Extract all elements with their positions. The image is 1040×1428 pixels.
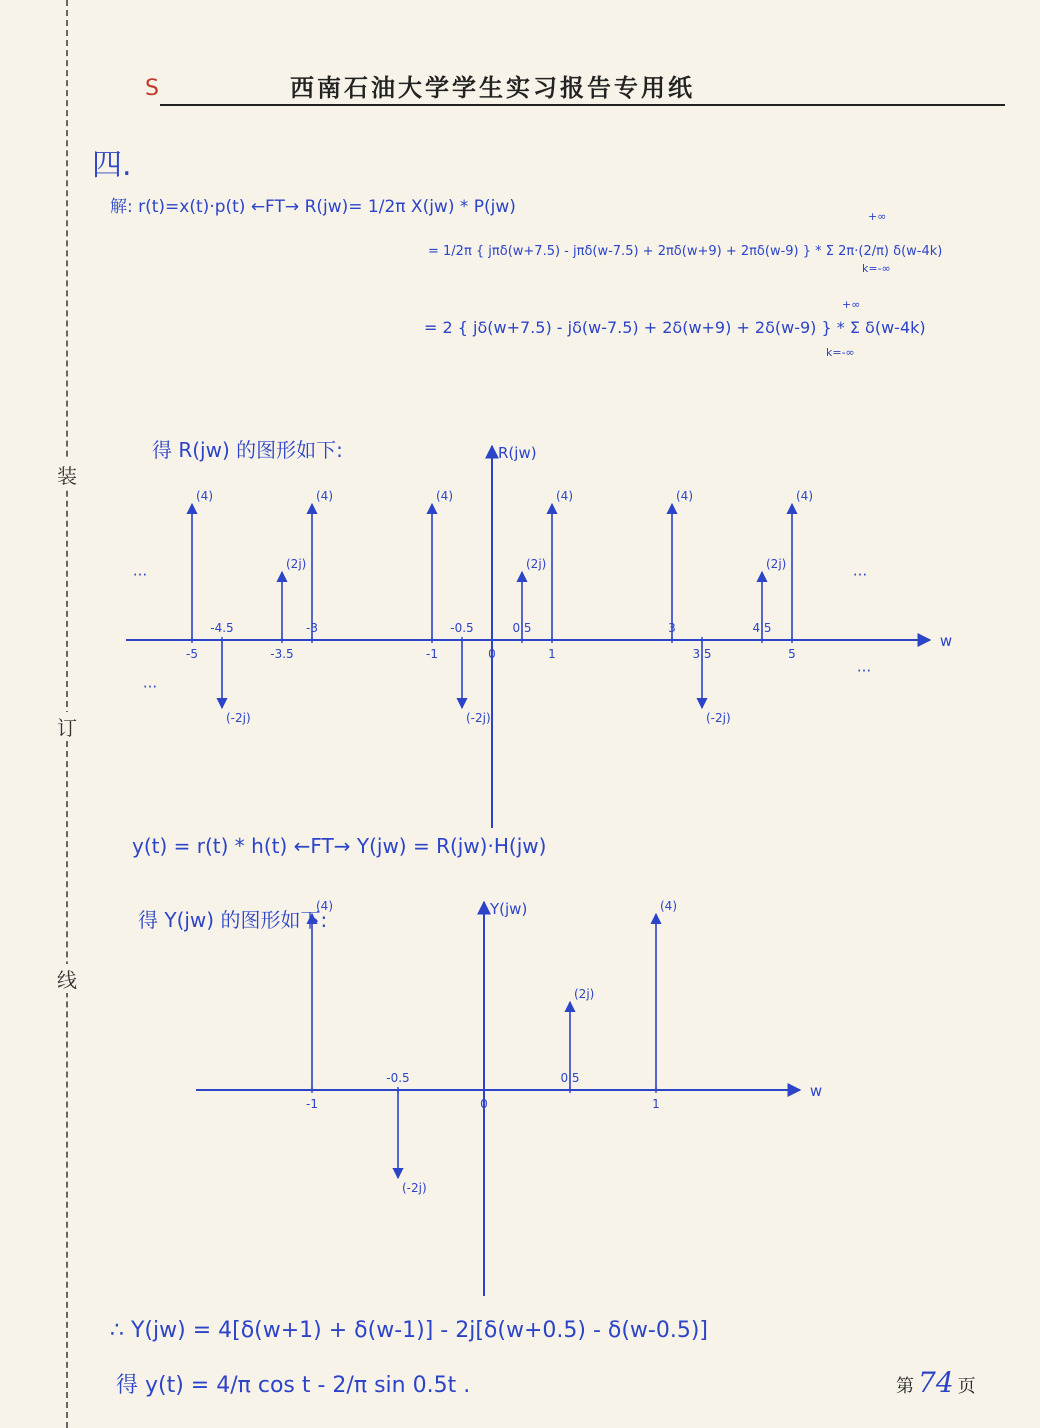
tick-label: 0.5 (560, 1071, 580, 1085)
result-line-2: 得 y(t) = 4/π cos t - 2/π sin 0.5t . (116, 1373, 471, 1398)
tick-label: 0 (480, 1097, 488, 1111)
graph1-caption: 得 R(jw) 的图形如下: (152, 438, 343, 462)
impulse-label: (-2j) (226, 711, 251, 725)
sum-lower-limit-1: k=-∞ (862, 262, 891, 275)
continuation-dots: ··· (856, 662, 872, 680)
result-line-1: ∴ Y(jw) = 4[δ(w+1) + δ(w-1)] - 2j[δ(w+0.5) - δ(w-0.5)] (110, 1318, 709, 1343)
tick-label: 3.5 (692, 647, 712, 661)
impulse-label: (-2j) (402, 1181, 427, 1195)
margin-label-zhuang: 装 (54, 460, 80, 489)
impulse-label: (2j) (766, 557, 787, 571)
tick-label: -1 (306, 1097, 318, 1111)
tick-label: -0.5 (386, 1071, 410, 1085)
tick-label: 0 (488, 647, 496, 661)
sum-lower-limit-2: k=-∞ (826, 346, 855, 359)
tick-label: 1 (548, 647, 556, 661)
solution-line-1: 解: r(t)=x(t)·p(t) ←FT→ R(jw)= 1/2π X(jw) * P(jw) (110, 197, 516, 217)
tick-label: -0.5 (450, 621, 474, 635)
tick-label: 3 (668, 621, 676, 635)
y-axis-label: R(jw) (498, 444, 537, 462)
impulse-label: (-2j) (466, 711, 491, 725)
tick-label: -4.5 (210, 621, 234, 635)
impulse-label: (2j) (286, 557, 307, 571)
tick-label: 0.5 (512, 621, 532, 635)
impulse-label: (2j) (526, 557, 547, 571)
solution-line-2: = 1/2π { jπδ(w+7.5) - jπδ(w-7.5) + 2πδ(w+9) + 2πδ(w-9) } * Σ 2π·(2/π) δ(w-4k) (428, 244, 943, 259)
tick-label: 1 (652, 1097, 660, 1111)
impulse-label: (-2j) (706, 711, 731, 725)
impulse-label: (4) (556, 489, 573, 503)
y-axis-label: Y(jw) (490, 900, 528, 918)
footer-prefix: 第 (896, 1376, 914, 1397)
impulse-label: (4) (436, 489, 453, 503)
x-axis-label: w (809, 1082, 823, 1100)
impulse-label: (4) (316, 899, 333, 913)
graph2-caption: 得 Y(jw) 的图形如下: (138, 908, 328, 932)
impulse-label: (4) (196, 489, 213, 503)
impulse-label: (4) (796, 489, 813, 503)
tick-label: -5 (186, 647, 198, 661)
convolution-line: y(t) = r(t) * h(t) ←FT→ Y(jw) = R(jw)·H(jw) (132, 834, 547, 858)
tick-label: -3.5 (270, 647, 294, 661)
tick-label: -3 (306, 621, 318, 635)
footer-suffix: 页 (957, 1376, 976, 1397)
margin-label-ding: 订 (54, 712, 80, 741)
tick-label: -1 (426, 647, 438, 661)
impulse-label: (4) (676, 489, 693, 503)
problem-number: 四. (92, 148, 132, 183)
tick-label: 4.5 (752, 621, 772, 635)
header-mark: S (145, 76, 159, 101)
page-header-title: 西南石油大学学生实习报告专用纸 (290, 74, 695, 102)
page-footer (896, 1366, 976, 1399)
continuation-dots: ··· (132, 566, 148, 584)
sum-upper-limit-2: +∞ (842, 298, 861, 311)
solution-line-3: = 2 { jδ(w+7.5) - jδ(w-7.5) + 2δ(w+9) + 2δ(w-9) } * Σ δ(w-4k) (424, 318, 926, 337)
impulse-label: (4) (660, 899, 677, 913)
margin-label-xian: 线 (54, 964, 80, 993)
sum-upper-limit-1: +∞ (868, 210, 887, 223)
tick-label: 5 (788, 647, 796, 661)
continuation-dots: ··· (852, 566, 868, 584)
impulse-label: (4) (316, 489, 333, 503)
continuation-dots: ··· (142, 678, 158, 696)
impulse-label: (2j) (574, 987, 595, 1001)
page-number: 74 (918, 1366, 954, 1399)
x-axis-label: w (939, 632, 953, 650)
